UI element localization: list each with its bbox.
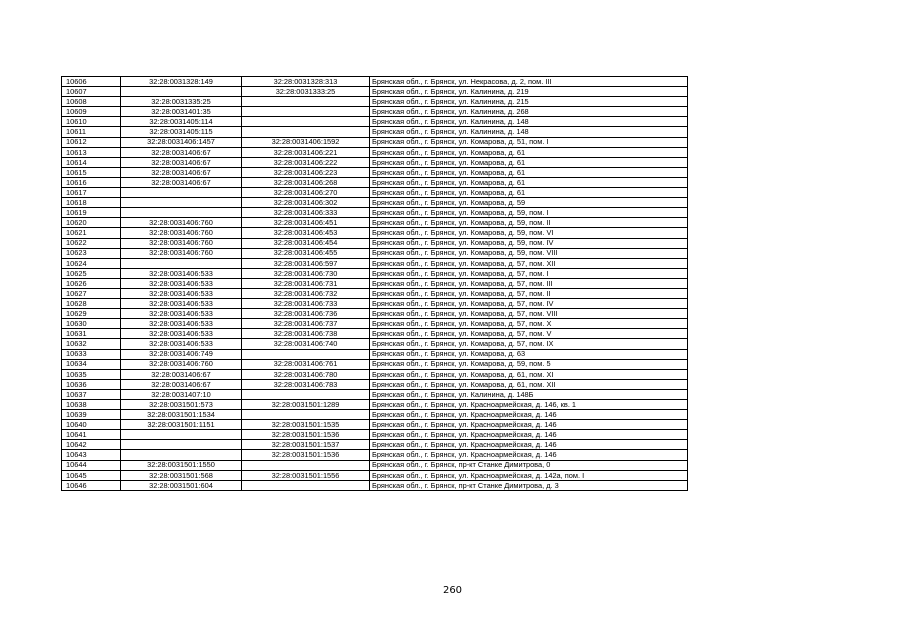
table-row — [62, 288, 688, 298]
object-cadastral-number-cell: 32:28:0031406:761 — [242, 359, 370, 369]
table-row — [62, 278, 688, 288]
object-cadastral-number-cell: 32:28:0031406:454 — [242, 238, 370, 248]
table-row — [62, 248, 688, 258]
object-cadastral-number-cell: 32:28:0031406:736 — [242, 309, 370, 319]
address-cell: Брянская обл., г. Брянск, ул. Красноармейская, д. 146 — [370, 410, 688, 420]
address-cell: Брянская обл., г. Брянск, ул. Комарова, д. 61, пом. XI — [370, 369, 688, 379]
address-cell: Брянская обл., г. Брянск, ул. Красноармейская, д. 146 — [370, 420, 688, 430]
table-row — [62, 410, 688, 420]
address-cell: Брянская обл., г. Брянск, ул. Комарова, д. 59, пом. IV — [370, 238, 688, 248]
object-cadastral-number-cell: 32:28:0031406:268 — [242, 177, 370, 187]
land-cadastral-number-cell: 32:28:0031501:568 — [121, 470, 242, 480]
record-number-cell: 10608 — [62, 97, 121, 107]
address-cell: Брянская обл., г. Брянск, ул. Калинина, д. 148Б — [370, 389, 688, 399]
table-row — [62, 400, 688, 410]
table-row — [62, 218, 688, 228]
object-cadastral-number-cell — [242, 127, 370, 137]
land-cadastral-number-cell — [121, 450, 242, 460]
address-cell: Брянская обл., г. Брянск, ул. Красноармейская, д. 146 — [370, 430, 688, 440]
object-cadastral-number-cell: 32:28:0031406:221 — [242, 147, 370, 157]
object-cadastral-number-cell: 32:28:0031406:783 — [242, 379, 370, 389]
address-cell: Брянская обл., г. Брянск, ул. Комарова, д. 57, пом. X — [370, 319, 688, 329]
object-cadastral-number-cell — [242, 97, 370, 107]
address-cell: Брянская обл., г. Брянск, ул. Комарова, д. 63 — [370, 349, 688, 359]
address-cell: Брянская обл., г. Брянск, ул. Красноармейская, д. 142а, пом. I — [370, 470, 688, 480]
land-cadastral-number-cell: 32:28:0031501:1151 — [121, 420, 242, 430]
object-cadastral-number-cell: 32:28:0031501:1536 — [242, 430, 370, 440]
address-cell: Брянская обл., г. Брянск, ул. Комарова, д. 59 — [370, 198, 688, 208]
object-cadastral-number-cell — [242, 349, 370, 359]
land-cadastral-number-cell: 32:28:0031406:67 — [121, 369, 242, 379]
object-cadastral-number-cell: 32:28:0031406:738 — [242, 329, 370, 339]
land-cadastral-number-cell: 32:28:0031406:760 — [121, 218, 242, 228]
address-cell: Брянская обл., г. Брянск, ул. Красноармейская, д. 146, кв. 1 — [370, 400, 688, 410]
object-cadastral-number-cell: 32:28:0031406:730 — [242, 268, 370, 278]
record-number-cell: 10621 — [62, 228, 121, 238]
address-cell: Брянская обл., г. Брянск, ул. Комарова, д. 57, пом. III — [370, 278, 688, 288]
object-cadastral-number-cell: 32:28:0031501:1537 — [242, 440, 370, 450]
address-cell: Брянская обл., г. Брянск, ул. Комарова, д. 59, пом. VIII — [370, 248, 688, 258]
address-cell: Брянская обл., г. Брянск, ул. Комарова, д. 61, пом. XII — [370, 379, 688, 389]
address-cell: Брянская обл., г. Брянск, ул. Комарова, д. 61 — [370, 188, 688, 198]
table-row — [62, 117, 688, 127]
table-row — [62, 480, 688, 490]
land-cadastral-number-cell: 32:28:0031406:533 — [121, 299, 242, 309]
table-row — [62, 97, 688, 107]
object-cadastral-number-cell: 32:28:0031406:223 — [242, 167, 370, 177]
address-cell: Брянская обл., г. Брянск, ул. Комарова, д. 57, пом. VIII — [370, 309, 688, 319]
address-cell: Брянская обл., г. Брянск, ул. Красноармейская, д. 146 — [370, 440, 688, 450]
land-cadastral-number-cell: 32:28:0031406:760 — [121, 238, 242, 248]
record-number-cell: 10641 — [62, 430, 121, 440]
table-row — [62, 440, 688, 450]
address-cell: Брянская обл., г. Брянск, ул. Комарова, д. 51, пом. I — [370, 137, 688, 147]
record-number-cell: 10643 — [62, 450, 121, 460]
table-row — [62, 167, 688, 177]
object-cadastral-number-cell: 32:28:0031501:1289 — [242, 400, 370, 410]
record-number-cell: 10625 — [62, 268, 121, 278]
table-row — [62, 309, 688, 319]
table-row — [62, 339, 688, 349]
object-cadastral-number-cell: 32:28:0031406:740 — [242, 339, 370, 349]
land-cadastral-number-cell: 32:28:0031406:533 — [121, 278, 242, 288]
record-number-cell: 10610 — [62, 117, 121, 127]
record-number-cell: 10615 — [62, 167, 121, 177]
address-cell: Брянская обл., г. Брянск, ул. Комарова, д. 59, пом. VI — [370, 228, 688, 238]
land-cadastral-number-cell: 32:28:0031406:760 — [121, 228, 242, 238]
object-cadastral-number-cell: 32:28:0031406:732 — [242, 288, 370, 298]
address-cell: Брянская обл., г. Брянск, ул. Комарова, д. 59, пом. 5 — [370, 359, 688, 369]
table-row — [62, 177, 688, 187]
address-cell: Брянская обл., г. Брянск, ул. Калинина, д. 148 — [370, 117, 688, 127]
record-number-cell: 10609 — [62, 107, 121, 117]
address-cell: Брянская обл., г. Брянск, ул. Калинина, д. 148 — [370, 127, 688, 137]
record-number-cell: 10638 — [62, 400, 121, 410]
object-cadastral-number-cell: 32:28:0031406:733 — [242, 299, 370, 309]
registry-table — [61, 76, 688, 491]
land-cadastral-number-cell — [121, 87, 242, 97]
record-number-cell: 10633 — [62, 349, 121, 359]
address-cell: Брянская обл., г. Брянск, ул. Комарова, д. 57, пом. IV — [370, 299, 688, 309]
table-row — [62, 188, 688, 198]
address-cell: Брянская обл., г. Брянск, пр-кт Станке Димитрова, д. 3 — [370, 480, 688, 490]
land-cadastral-number-cell: 32:28:0031405:114 — [121, 117, 242, 127]
table-row — [62, 228, 688, 238]
table-row — [62, 470, 688, 480]
table-row — [62, 430, 688, 440]
address-cell: Брянская обл., г. Брянск, ул. Комарова, д. 59, пом. I — [370, 208, 688, 218]
record-number-cell: 10630 — [62, 319, 121, 329]
record-number-cell: 10640 — [62, 420, 121, 430]
land-cadastral-number-cell — [121, 258, 242, 268]
land-cadastral-number-cell: 32:28:0031407:10 — [121, 389, 242, 399]
table-row — [62, 157, 688, 167]
record-number-cell: 10619 — [62, 208, 121, 218]
object-cadastral-number-cell: 32:28:0031406:270 — [242, 188, 370, 198]
object-cadastral-number-cell: 32:28:0031406:302 — [242, 198, 370, 208]
object-cadastral-number-cell: 32:28:0031501:1536 — [242, 450, 370, 460]
land-cadastral-number-cell: 32:28:0031501:604 — [121, 480, 242, 490]
record-number-cell: 10645 — [62, 470, 121, 480]
object-cadastral-number-cell: 32:28:0031328:313 — [242, 77, 370, 87]
record-number-cell: 10631 — [62, 329, 121, 339]
land-cadastral-number-cell — [121, 188, 242, 198]
record-number-cell: 10620 — [62, 218, 121, 228]
address-cell: Брянская обл., г. Брянск, ул. Комарова, д. 61 — [370, 177, 688, 187]
table-row — [62, 450, 688, 460]
record-number-cell: 10612 — [62, 137, 121, 147]
land-cadastral-number-cell: 32:28:0031406:533 — [121, 268, 242, 278]
land-cadastral-number-cell: 32:28:0031501:1534 — [121, 410, 242, 420]
land-cadastral-number-cell: 32:28:0031406:67 — [121, 167, 242, 177]
land-cadastral-number-cell: 32:28:0031406:533 — [121, 288, 242, 298]
table-row — [62, 127, 688, 137]
record-number-cell: 10644 — [62, 460, 121, 470]
table-row — [62, 77, 688, 87]
land-cadastral-number-cell: 32:28:0031406:533 — [121, 329, 242, 339]
address-cell: Брянская обл., г. Брянск, ул. Комарова, д. 57, пом. XII — [370, 258, 688, 268]
record-number-cell: 10618 — [62, 198, 121, 208]
record-number-cell: 10627 — [62, 288, 121, 298]
land-cadastral-number-cell — [121, 208, 242, 218]
table-row — [62, 258, 688, 268]
land-cadastral-number-cell — [121, 440, 242, 450]
record-number-cell: 10628 — [62, 299, 121, 309]
table-row — [62, 369, 688, 379]
object-cadastral-number-cell: 32:28:0031406:222 — [242, 157, 370, 167]
record-number-cell: 10617 — [62, 188, 121, 198]
land-cadastral-number-cell: 32:28:0031501:573 — [121, 400, 242, 410]
table-row — [62, 319, 688, 329]
land-cadastral-number-cell: 32:28:0031405:115 — [121, 127, 242, 137]
address-cell: Брянская обл., г. Брянск, ул. Калинина, д. 215 — [370, 97, 688, 107]
table-row — [62, 420, 688, 430]
object-cadastral-number-cell: 32:28:0031406:453 — [242, 228, 370, 238]
object-cadastral-number-cell: 32:28:0031406:333 — [242, 208, 370, 218]
table-row — [62, 208, 688, 218]
land-cadastral-number-cell: 32:28:0031406:533 — [121, 319, 242, 329]
record-number-cell: 10632 — [62, 339, 121, 349]
object-cadastral-number-cell — [242, 480, 370, 490]
record-number-cell: 10635 — [62, 369, 121, 379]
address-cell: Брянская обл., г. Брянск, ул. Калинина, д. 268 — [370, 107, 688, 117]
record-number-cell: 10639 — [62, 410, 121, 420]
land-cadastral-number-cell: 32:28:0031501:1550 — [121, 460, 242, 470]
land-cadastral-number-cell: 32:28:0031406:760 — [121, 359, 242, 369]
record-number-cell: 10606 — [62, 77, 121, 87]
address-cell: Брянская обл., г. Брянск, ул. Комарова, д. 57, пом. IX — [370, 339, 688, 349]
address-cell: Брянская обл., г. Брянск, ул. Комарова, д. 61 — [370, 157, 688, 167]
object-cadastral-number-cell: 32:28:0031501:1556 — [242, 470, 370, 480]
table-row — [62, 198, 688, 208]
record-number-cell: 10622 — [62, 238, 121, 248]
address-cell: Брянская обл., г. Брянск, ул. Комарова, д. 57, пом. I — [370, 268, 688, 278]
record-number-cell: 10626 — [62, 278, 121, 288]
object-cadastral-number-cell: 32:28:0031333:25 — [242, 87, 370, 97]
object-cadastral-number-cell: 32:28:0031406:455 — [242, 248, 370, 258]
record-number-cell: 10636 — [62, 379, 121, 389]
record-number-cell: 10646 — [62, 480, 121, 490]
record-number-cell: 10607 — [62, 87, 121, 97]
table-row — [62, 137, 688, 147]
table-row — [62, 268, 688, 278]
address-cell: Брянская обл., г. Брянск, ул. Красноармейская, д. 146 — [370, 450, 688, 460]
object-cadastral-number-cell — [242, 389, 370, 399]
table-row — [62, 379, 688, 389]
record-number-cell: 10642 — [62, 440, 121, 450]
table-row — [62, 147, 688, 157]
object-cadastral-number-cell: 32:28:0031406:597 — [242, 258, 370, 268]
record-number-cell: 10614 — [62, 157, 121, 167]
record-number-cell: 10616 — [62, 177, 121, 187]
address-cell: Брянская обл., г. Брянск, ул. Комарова, д. 57, пом. V — [370, 329, 688, 339]
land-cadastral-number-cell: 32:28:0031406:749 — [121, 349, 242, 359]
address-cell: Брянская обл., г. Брянск, пр-кт Станке Димитрова, 0 — [370, 460, 688, 470]
address-cell: Брянская обл., г. Брянск, ул. Комарова, д. 57, пом. II — [370, 288, 688, 298]
table-row — [62, 389, 688, 399]
object-cadastral-number-cell — [242, 410, 370, 420]
table-row — [62, 349, 688, 359]
address-cell: Брянская обл., г. Брянск, ул. Некрасова, д. 2, пом. III — [370, 77, 688, 87]
object-cadastral-number-cell — [242, 107, 370, 117]
table-row — [62, 238, 688, 248]
land-cadastral-number-cell: 32:28:0031401:35 — [121, 107, 242, 117]
table-row — [62, 329, 688, 339]
land-cadastral-number-cell: 32:28:0031335:25 — [121, 97, 242, 107]
land-cadastral-number-cell: 32:28:0031406:67 — [121, 147, 242, 157]
record-number-cell: 10629 — [62, 309, 121, 319]
address-cell: Брянская обл., г. Брянск, ул. Комарова, д. 61 — [370, 147, 688, 157]
land-cadastral-number-cell: 32:28:0031406:67 — [121, 379, 242, 389]
table-row — [62, 359, 688, 369]
land-cadastral-number-cell: 32:28:0031406:1457 — [121, 137, 242, 147]
record-number-cell: 10634 — [62, 359, 121, 369]
land-cadastral-number-cell: 32:28:0031406:533 — [121, 309, 242, 319]
land-cadastral-number-cell — [121, 430, 242, 440]
record-number-cell: 10623 — [62, 248, 121, 258]
record-number-cell: 10624 — [62, 258, 121, 268]
object-cadastral-number-cell — [242, 117, 370, 127]
land-cadastral-number-cell: 32:28:0031328:149 — [121, 77, 242, 87]
object-cadastral-number-cell: 32:28:0031406:1592 — [242, 137, 370, 147]
table-row — [62, 460, 688, 470]
address-cell: Брянская обл., г. Брянск, ул. Комарова, д. 61 — [370, 167, 688, 177]
record-number-cell: 10637 — [62, 389, 121, 399]
land-cadastral-number-cell — [121, 198, 242, 208]
record-number-cell: 10611 — [62, 127, 121, 137]
table-row — [62, 107, 688, 117]
object-cadastral-number-cell: 32:28:0031406:451 — [242, 218, 370, 228]
object-cadastral-number-cell: 32:28:0031406:780 — [242, 369, 370, 379]
object-cadastral-number-cell — [242, 460, 370, 470]
record-number-cell: 10613 — [62, 147, 121, 157]
object-cadastral-number-cell: 32:28:0031406:737 — [242, 319, 370, 329]
land-cadastral-number-cell: 32:28:0031406:760 — [121, 248, 242, 258]
land-cadastral-number-cell: 32:28:0031406:67 — [121, 157, 242, 167]
registry-table-body — [62, 77, 688, 491]
land-cadastral-number-cell: 32:28:0031406:67 — [121, 177, 242, 187]
object-cadastral-number-cell: 32:28:0031406:731 — [242, 278, 370, 288]
address-cell: Брянская обл., г. Брянск, ул. Калинина, д. 219 — [370, 87, 688, 97]
object-cadastral-number-cell: 32:28:0031501:1535 — [242, 420, 370, 430]
address-cell: Брянская обл., г. Брянск, ул. Комарова, д. 59, пом. II — [370, 218, 688, 228]
page-number: 260 — [442, 585, 463, 596]
table-row — [62, 299, 688, 309]
land-cadastral-number-cell: 32:28:0031406:533 — [121, 339, 242, 349]
table-row — [62, 87, 688, 97]
